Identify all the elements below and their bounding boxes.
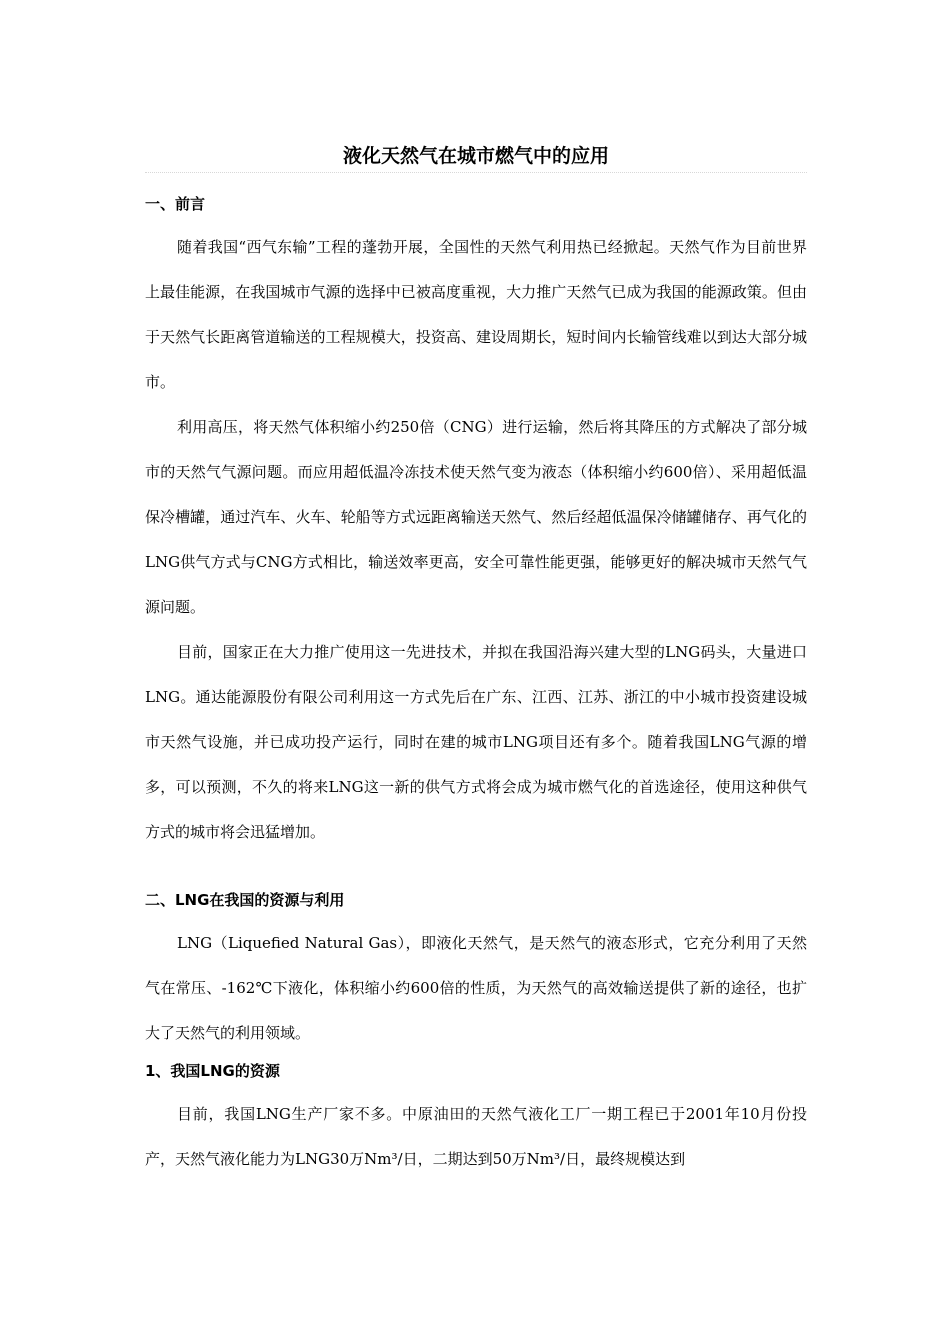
document-page [145, 140, 807, 1182]
section-spacer [145, 855, 807, 885]
section-heading-preface: 一、前言 [145, 195, 206, 213]
paragraph: 目前，我国LNG生产厂家不多。中原油田的天然气液化工厂一期工程已于2001年10月份投产，天然气液化能力为LNG30万Nm³/日，二期达到50万Nm³/日，最终规模达到 [145, 1105, 807, 1168]
paragraph: 利用高压，将天然气体积缩小约250倍（CNG）进行运输，然后将其降压的方式解决了部分城市的天然气气源问题。而应用超低温冷冻技术使天然气变为液态（体积缩小约600倍）、采用超低温保冷槽罐，通过汽车、火车、轮船等方式远距离输送天然气、然后经超低温保冷储罐储存、再气化的LNG供气方式与CNG方式相比，输送效率更高，安全可靠性能更强，能够更好的解决城市天然气气源问题。 [145, 418, 807, 616]
paragraph: 随着我国“西气东输”工程的蓬勃开展，全国性的天然气利用热已经掀起。天然气作为目前世界上最佳能源，在我国城市气源的选择中已被高度重视，大力推广天然气已成为我国的能源政策。但由于天然气长距离管道输送的工程规模大，投资高、建设周期长，短时间内长输管线难以到达大部分城市。 [145, 238, 807, 391]
subsection-heading-lng-resources-china: 1、我国LNG的资源 [145, 1062, 280, 1080]
paragraph: 目前，国家正在大力推广使用这一先进技术，并拟在我国沿海兴建大型的LNG码头，大量进口LNG。通达能源股份有限公司利用这一方式先后在广东、江西、江苏、浙江的中小城市投资建设城市天然气设施，并已成功投产运行，同时在建的城市LNG项目还有多个。随着我国LNG气源的增多，可以预测，不久的将来LNG这一新的供气方式将会成为城市燃气化的首选途径，使用这种供气方式的城市将会迅猛增加。 [145, 643, 807, 841]
paragraph: LNG（Liquefied Natural Gas），即液化天然气，是天然气的液态形式，它充分利用了天然气在常压、-162℃下液化，体积缩小约600倍的性质，为天然气的高效输送提供了新的途径，也扩大了天然气的利用领域。 [145, 934, 807, 1042]
document-title: 液化天然气在城市燃气中的应用 [145, 140, 807, 173]
section-heading-lng-resources: 二、LNG在我国的资源与利用 [145, 891, 345, 909]
